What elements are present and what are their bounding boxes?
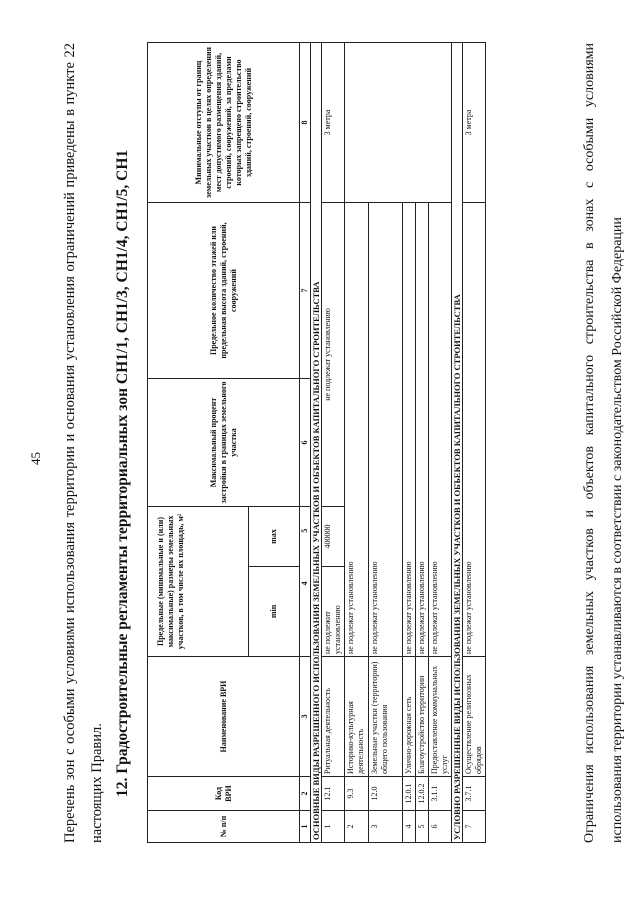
row-code: 3.1.1 [429, 777, 452, 811]
column-number: 1 [300, 811, 311, 843]
row-setback: 3 метра [322, 43, 345, 203]
row-code: 12.0 [369, 777, 403, 811]
header-coverage: Максимальный процент застройки в границах земельного участка [148, 379, 300, 507]
row-num: 2 [345, 811, 369, 843]
row-code: 12.1 [322, 777, 345, 811]
row-code: 9.3 [345, 777, 369, 811]
row-code: 3.7.1 [463, 777, 486, 811]
table-header-row [148, 43, 249, 843]
header-floors: Предельное количество этажей или предельная высота зданий, строений, сооружений [148, 203, 300, 379]
row-span-value: не подлежат установлению [369, 203, 403, 657]
row-setback: 3 метра [463, 43, 486, 203]
row-num: 1 [322, 811, 345, 843]
page-number: 45 [28, 452, 43, 465]
header-num: № п/п [148, 811, 300, 843]
regulations-table [147, 42, 486, 843]
row-setback-empty [345, 43, 452, 203]
row-num: 6 [429, 811, 452, 843]
header-min: min [249, 567, 300, 657]
row-coverage-floors: не подлежат установлению [322, 203, 345, 507]
column-number: 3 [300, 657, 311, 777]
column-number-max: 5 [300, 528, 309, 533]
row-num: 4 [403, 811, 416, 843]
section-row-main [311, 43, 322, 843]
column-number-min: 4 [300, 581, 309, 586]
row-span-value: не подлежат установлению [403, 203, 416, 657]
closing-paragraph: Ограничения использования земельных участков и объектов капитального строительства в зонах с особыми условиями использования территории устанавливаются в соответствии с законодательством Российской Федерации [582, 43, 625, 843]
table-row [345, 43, 369, 843]
column-number: 6 [300, 379, 311, 507]
row-name: Ритуальная деятельность [322, 657, 345, 777]
intro-paragraph: Перечень зон с особыми условиями использования территории и основания установления ограничений приведены в пункте 22 настоящих Правил. [62, 43, 105, 843]
header-plot-size: Предельные (минимальные и (или) максимальные) размеры земельных участков, в том числе их площадь, м² [148, 507, 249, 657]
row-name: Историко-культурная деятельность [345, 657, 369, 777]
row-code: 12.0.2 [416, 777, 429, 811]
section-main-label: ОСНОВНЫЕ ВИДЫ РАЗРЕШЕННОГО ИСПОЛЬЗОВАНИЯ ЗЕМЕЛЬНЫХ УЧАСТКОВ И ОБЪЕКТОВ КАПИТАЛЬНОГО СТРОИТЕЛЬСТВА [311, 43, 322, 843]
row-name: Благоустройство территории [416, 657, 429, 777]
row-name: Улично-дорожная сеть [403, 657, 416, 777]
header-name: Наименование ВРИ [148, 657, 300, 777]
row-span-value: не подлежат установлению [429, 203, 452, 657]
row-min: не подлежит установлению [322, 567, 345, 657]
row-name: Осуществление религиозных обрядов [463, 657, 486, 777]
row-span-value: не подлежат установлению [416, 203, 429, 657]
section-row-conditional [452, 43, 463, 843]
row-name: Предоставление коммунальных услуг [429, 657, 452, 777]
header-max: max [249, 507, 300, 567]
section-cond-label: УСЛОВНО РАЗРЕШЕННЫЕ ВИДЫ ИСПОЛЬЗОВАНИЯ ЗЕМЕЛЬНЫХ УЧАСТКОВ И ОБЪЕКТОВ КАПИТАЛЬНОГО СТРОИТЕЛЬСТВА [452, 43, 463, 843]
header-code: Код ВРИ [148, 777, 300, 811]
column-number: 2 [300, 777, 311, 811]
column-number [300, 507, 311, 657]
row-num: 7 [463, 811, 486, 843]
row-span-value: не подлежат установлению [345, 203, 369, 657]
header-setback: Минимальные отступы от границ земельных участков в целях определения мест допустимого размещения зданий, строений, сооружений, за пределами которых запрещено строительство зданий, строений, сооружений [148, 43, 300, 203]
table-row [322, 43, 345, 843]
row-max: 400000 [322, 507, 345, 567]
column-number: 8 [300, 43, 311, 203]
table-row [463, 43, 486, 843]
column-number: 7 [300, 203, 311, 379]
column-numbers-row [300, 43, 311, 843]
section-heading: 12. Градостроительные регламенты территориальных зон СН1/1, СН1/3, СН1/4, СН1/5, СН1 [114, 149, 131, 797]
row-code: 12.0.1 [403, 777, 416, 811]
row-num: 3 [369, 811, 403, 843]
row-span-value: не подлежат установлению [463, 203, 486, 657]
row-num: 5 [416, 811, 429, 843]
row-name: Земельные участки (территории) общего пользования [369, 657, 403, 777]
